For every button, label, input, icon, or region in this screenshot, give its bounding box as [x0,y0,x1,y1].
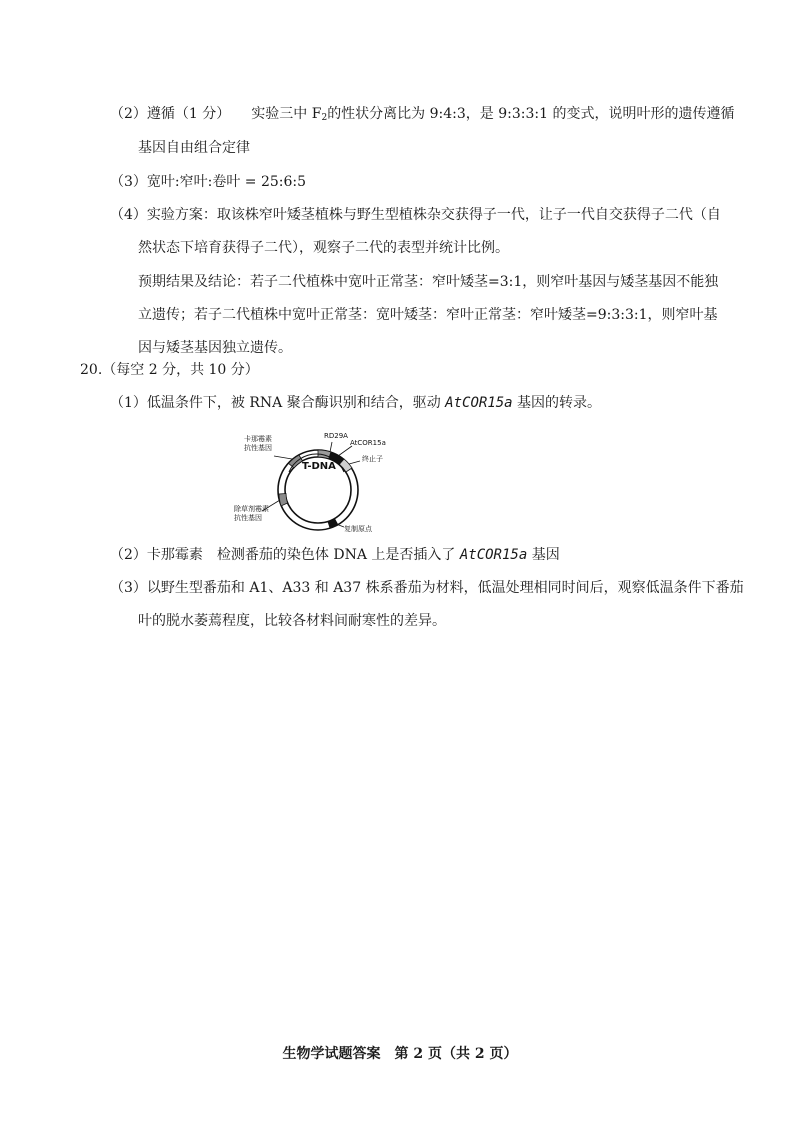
atcor-leader [338,446,352,456]
q20-part3-line1: （3）以野生型番茄和 A1、A33 和 A37 株系番茄为材料，低温处理相同时间后，观察低温条件下番茄 [110,580,744,596]
q20-part1-gene: AtCOR15a [445,395,513,411]
herb-label-2: 抗性基因 [234,514,262,522]
q19-part4-line2: 然状态下培育获得子二代），观察子二代的表型并统计比例。 [138,240,509,256]
plasmid-svg [232,428,402,538]
q20-part1-text-b: 基因的转录。 [512,395,602,411]
q19-part2-line1 [110,104,734,128]
atcor-label: AtCOR15a [350,439,386,447]
herb-label-1: 除草剂霉素 [234,505,269,513]
q20-part3-line2: 叶的脱水萎蔫程度，比较各材料间耐寒性的差异。 [138,613,446,629]
q20-part2 [110,545,560,565]
q19-part4-line4: 立遗传；若子二代植株中宽叶正常茎：宽叶矮茎：窄叶正常茎：窄叶矮茎=9:3:3:1，则窄叶基 [138,307,718,323]
term-leader [349,461,360,464]
kana-gene-block [289,455,303,468]
rd29a-label: RD29A [324,432,348,440]
q19-part2-number: （2） [110,106,147,122]
q19-part2-explanation-b: 的性状分离比为 9:4:3，是 9:3:3:1 的变式，说明叶形的遗传遵循 [327,106,735,122]
q19-part2-subscript: 2 [321,113,328,123]
q20-part1-text-a: （1）低温条件下，被 RNA 聚合酶识别和结合，驱动 [110,395,446,411]
page-footer: 生物学试题答案 第 2 页（共 2 页） [282,1046,518,1062]
q19-part3: （3）宽叶:窄叶:卷叶 = 25:6:5 [110,174,307,190]
q20-heading: 20.（每空 2 分，共 10 分） [80,362,259,378]
kana-label-1: 卡那霉素 [244,435,272,443]
q19-part2-answer: 遵循（1 分） [146,106,224,122]
q20-part2-text-a: （2）卡那霉素 检测番茄的染色体 DNA 上是否插入了 [110,547,460,563]
kana-leader [274,456,292,459]
q20-part2-gene: AtCOR15a [459,547,528,563]
q19-part4-line1: （4）实验方案：取该株窄叶矮茎植株与野生型植株杂交获得子一代，让子一代自交获得子二代（自 [110,207,721,223]
ori-label: 复制原点 [344,525,372,533]
terminator-label: 终止子 [362,455,383,463]
q19-part4-line3: 预期结果及结论：若子二代植株中宽叶正常茎：窄叶矮茎=3:1，则窄叶基因与矮茎基因不能独 [138,274,719,290]
q20-part2-text-b: 基因 [527,547,560,563]
herb-gene-block [279,494,288,507]
q19-part2-line2: 基因自由组合定律 [138,140,250,156]
q19-part4-line5: 因与矮茎基因独立遗传。 [138,340,292,356]
q19-part2-explanation-a: 实验三中 F [251,106,322,122]
kana-label-2: 抗性基因 [244,444,272,452]
rd29a-leader [330,442,332,452]
tdna-label: T-DNA [302,461,336,472]
plasmid-diagram [232,428,402,538]
q20-part1 [110,393,601,413]
